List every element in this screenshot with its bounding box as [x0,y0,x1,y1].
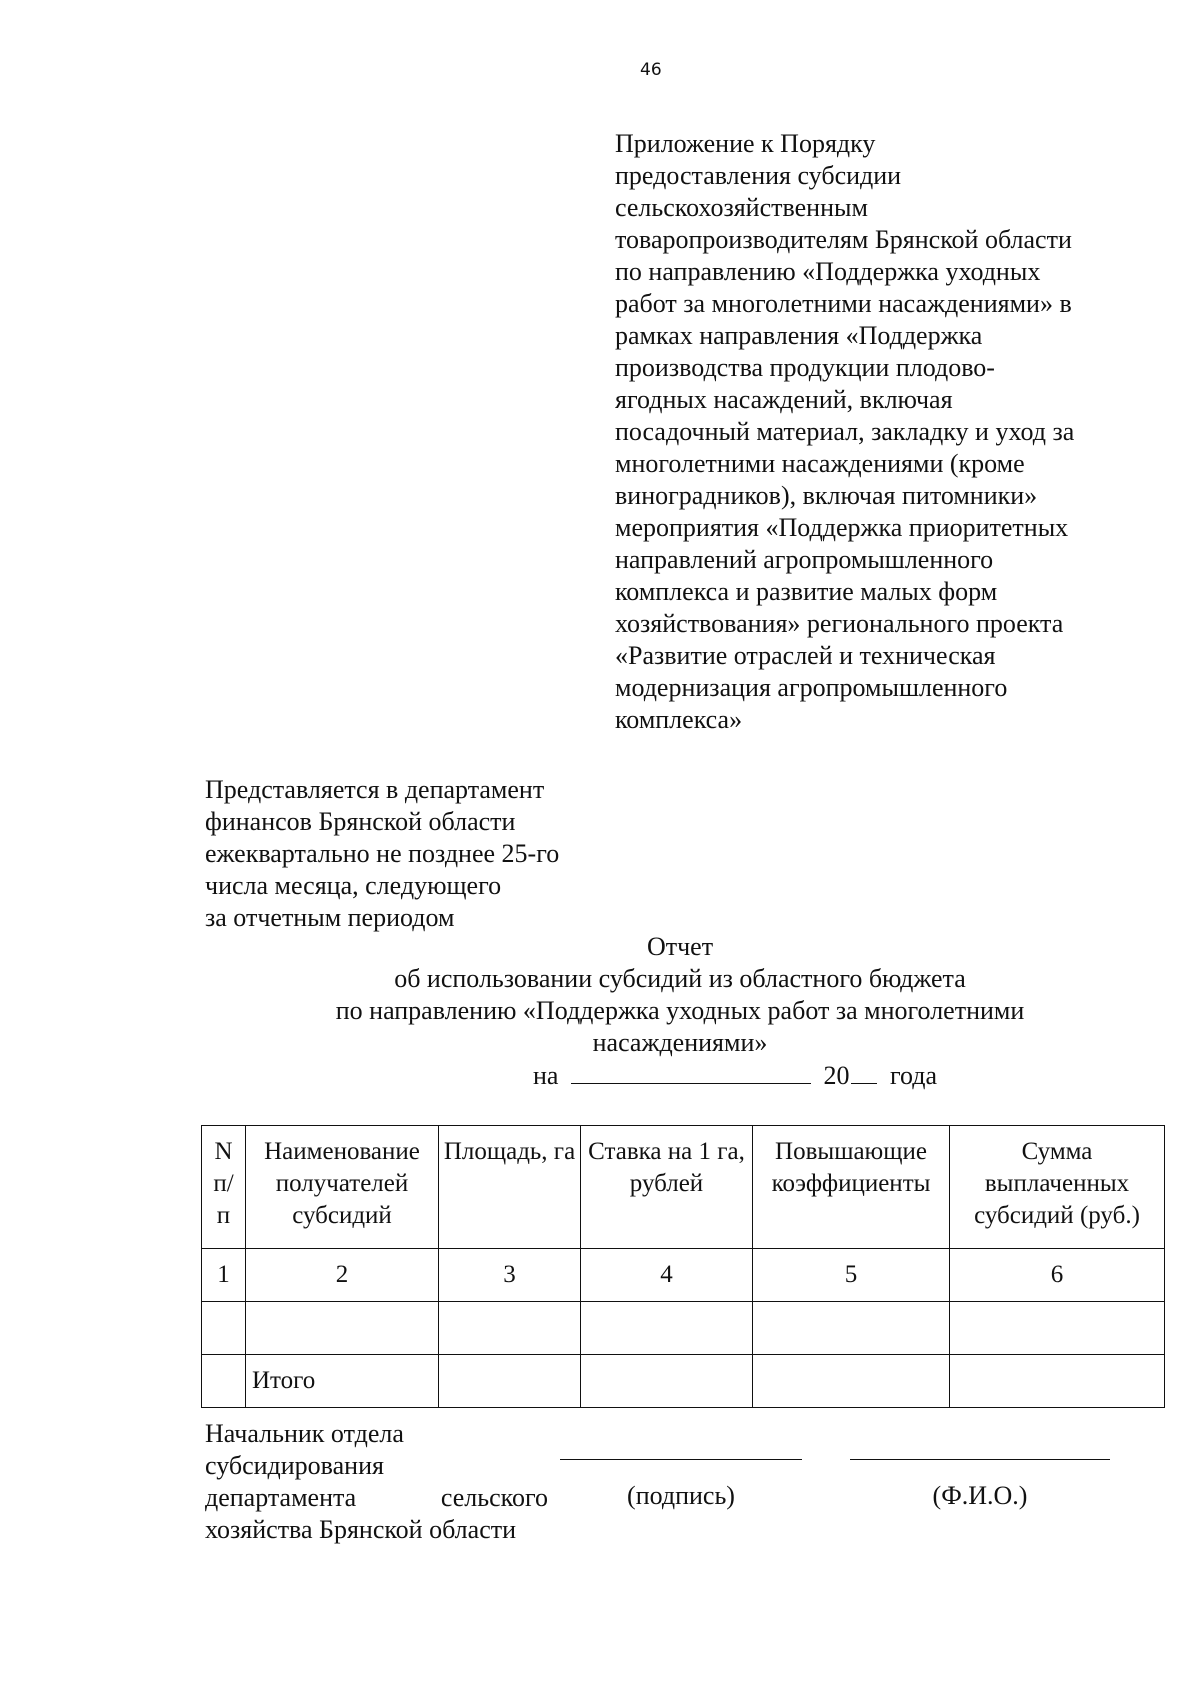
column-header-rate: Ставка на 1 га, рублей [581,1126,753,1249]
table-header-row [202,1126,1165,1249]
signatory-line: Начальник отдела [205,1419,404,1448]
table-cell[interactable] [950,1355,1165,1408]
table-cell[interactable] [581,1355,753,1408]
appendix-line: хозяйствования» регионального проекта [615,609,1064,638]
table-cell[interactable] [439,1355,581,1408]
appendix-line: производства продукции плодово- [615,353,995,382]
submission-line: финансов Брянской области [205,807,516,836]
submission-line: ежеквартально не позднее 25-го [205,839,560,868]
date-suffix: года [889,1061,937,1090]
date-prefix: на [532,1061,559,1090]
table-cell[interactable] [202,1355,246,1408]
table-cell[interactable] [753,1302,950,1355]
appendix-line: мероприятия «Поддержка приоритетных [615,513,1069,542]
year-blank-field[interactable] [851,1059,877,1084]
report-table [201,1125,1165,1408]
submission-note [205,774,559,934]
column-header-amount: Сумма выплаченных субсидий (руб.) [950,1126,1165,1249]
appendix-line: товаропроизводителям Брянской области [615,225,1072,254]
appendix-line: предоставления субсидии [615,161,902,190]
signatory-line: субсидирования [205,1451,384,1480]
table-cell[interactable] [439,1302,581,1355]
submission-line: за отчетным периодом [205,903,455,932]
report-title: Отчет [646,932,714,961]
table-cell[interactable] [950,1302,1165,1355]
appendix-line: Приложение к Порядку [615,129,876,158]
date-year-prefix: 20 [823,1061,850,1090]
report-subtitle-line: об использовании субсидий из областного бюджета [394,964,966,993]
signatory-line: хозяйства Брянской области [205,1515,517,1544]
column-number-cell: 6 [950,1249,1165,1302]
appendix-line: посадочный материал, закладку и уход за [615,417,1075,446]
appendix-line: комплекса и развитие малых форм [615,577,998,606]
report-subtitle-line: насаждениями» [592,1028,768,1057]
appendix-line: сельскохозяйственным [615,193,868,222]
name-caption: (Ф.И.О.) [932,1481,1028,1510]
column-header-number: N п/ п [202,1126,246,1249]
appendix-line: рамках направления «Поддержка [615,321,983,350]
column-number-cell: 3 [439,1249,581,1302]
table-cell[interactable] [753,1355,950,1408]
signature-caption: (подпись) [627,1481,735,1510]
column-header-area: Площадь, га [439,1126,581,1249]
date-blank-field[interactable] [571,1059,811,1084]
signatory-line [205,1482,548,1514]
signature-blank-line[interactable] [560,1459,802,1460]
appendix-line: многолетними насаждениями (кроме [615,449,1025,478]
column-number-cell: 5 [753,1249,950,1302]
table-cell[interactable] [581,1302,753,1355]
report-title-block [200,931,1160,1092]
signatory-word: департамента [205,1483,357,1512]
column-number-cell: 2 [246,1249,439,1302]
table-row [202,1249,1165,1302]
appendix-line: работ за многолетними насаждениями» в [615,289,1072,318]
appendix-line: направлений агропромышленного [615,545,994,574]
column-number-cell: 1 [202,1249,246,1302]
signatory-word: сельского [440,1483,548,1512]
report-date-line [310,1059,1160,1092]
table-row [202,1302,1165,1355]
appendix-line: ягодных насаждений, включая [615,385,953,414]
column-number-cell: 4 [581,1249,753,1302]
signatory-block [205,1418,548,1546]
table-cell[interactable] [202,1302,246,1355]
appendix-line: по направлению «Поддержка уходных [615,257,1041,286]
appendix-line: комплекса» [615,705,743,734]
page-number: 46 [640,60,662,80]
name-blank-line[interactable] [850,1459,1110,1460]
appendix-header [615,128,1135,736]
appendix-line: модернизация агропромышленного [615,673,1008,702]
submission-line: числа месяца, следующего [205,871,502,900]
total-label: Итого [246,1355,439,1408]
column-header-coefficients: Повышающие коэффициенты [753,1126,950,1249]
appendix-line: виноградников), включая питомники» [615,481,1038,510]
report-subtitle-line: по направлению «Поддержка уходных работ за многолетними [335,996,1025,1025]
appendix-line: «Развитие отраслей и техническая [615,641,996,670]
column-header-recipients: Наименование получателей субсидий [246,1126,439,1249]
table-cell[interactable] [246,1302,439,1355]
submission-line: Представляется в департамент [205,775,545,804]
table-row-total [202,1355,1165,1408]
